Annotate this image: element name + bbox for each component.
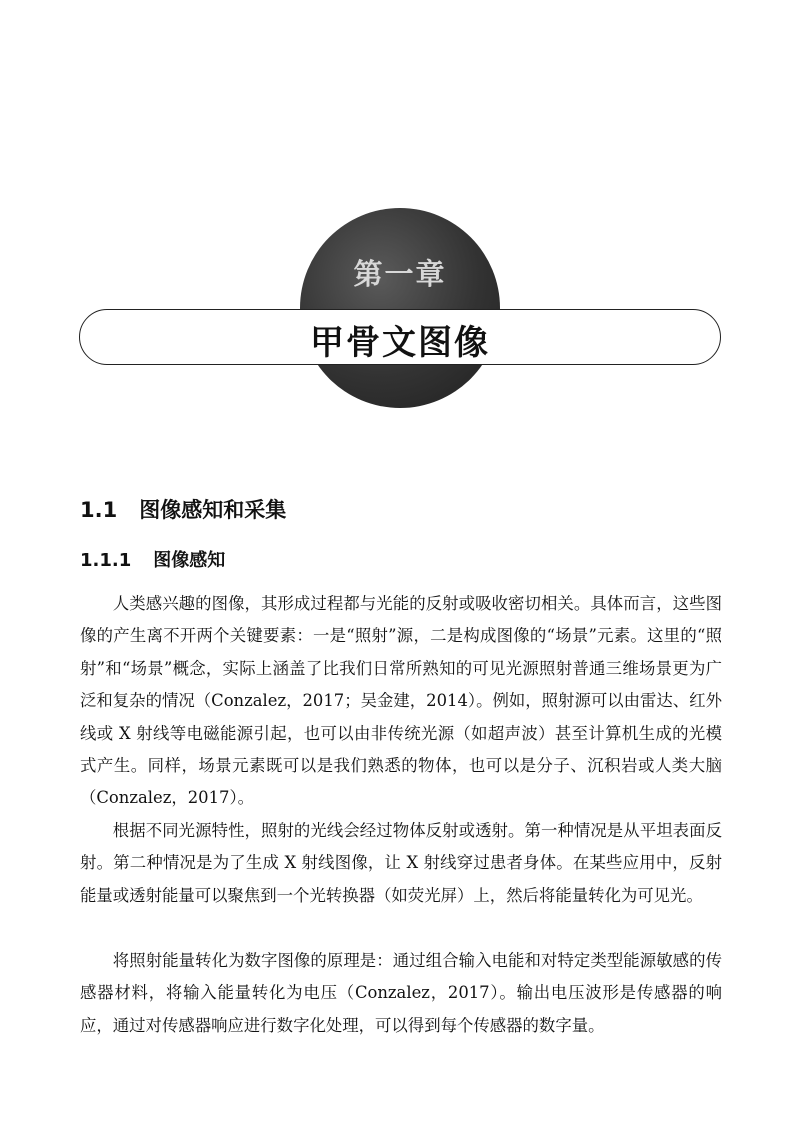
subsection-number: 1.1.1 — [80, 550, 132, 571]
body-paragraph: 将照射能量转化为数字图像的原理是：通过组合输入电能和对特定类型能源敏感的传感器材料，将输入能量转化为电压（Conzalez，2017）。输出电压波形是传感器的响应，通过对传感器响应进行数字化处理，可以得到每个传感器的数字量。 — [80, 951, 722, 1035]
section-heading — [80, 494, 286, 524]
section-title: 图像感知和采集 — [139, 498, 287, 522]
subsection-title: 图像感知 — [153, 550, 226, 571]
subsection-heading — [80, 546, 225, 572]
chapter-label: 第一章 — [353, 257, 447, 291]
body-paragraph: 根据不同光源特性，照射的光线会经过物体反射或透射。第一种情况是从平坦表面反射。第二种情况是为了生成 X 射线图像，让 X 射线穿过患者身体。在某些应用中，反射能量或透射能量可以聚焦到一个光转换器（如荧光屏）上，然后将能量转化为可见光。 — [80, 821, 722, 905]
chapter-title: 甲骨文图像 — [310, 323, 490, 363]
body-paragraph: 人类感兴趣的图像，其形成过程都与光能的反射或吸收密切相关。具体而言，这些图像的产生离不开两个关键要素：一是“照射”源，二是构成图像的“场景”元素。这里的“照射”和“场景”概念，实际上涵盖了比我们日常所熟知的可见光源照射普通三维场景更为广泛和复杂的情况（Conzalez，2017；吴金建，2014）。例如，照射源可以由雷达、红外线或 X 射线等电磁能源引起，也可以由非传统光源（如超声波）甚至计算机生成的光模式产生。同样，场景元素既可以是我们熟悉的物体，也可以是分子、沉积岩或人类大脑（Conzalez，2017）。 — [80, 594, 722, 808]
section-number: 1.1 — [80, 498, 118, 522]
chapter-badge-disc — [300, 208, 500, 408]
